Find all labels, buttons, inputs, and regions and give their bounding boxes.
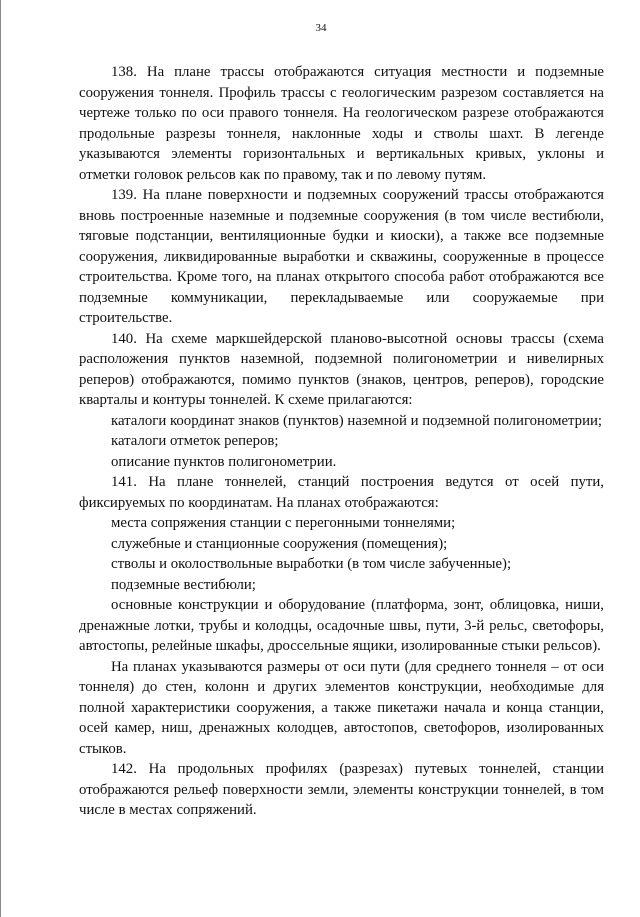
paragraph-141: 141. На плане тоннелей, станций построения ведутся от осей пути, фиксируемых по координатам. На планах отображаются: (79, 474, 604, 511)
list-item: служебные и станционные сооружения (помещения); (111, 535, 448, 552)
list-item: описание пунктов полигонометрии. (111, 453, 337, 470)
list-item: подземные вестибюли; (111, 576, 256, 593)
list-item: каталоги координат знаков (пунктов) наземной и подземной полигонометрии; (111, 412, 603, 429)
paragraph-139: 139. На плане поверхности и подземных сооружений трассы отображаются вновь построенные наземные и подземные сооружения (в том числе вестибюли, тяговые подстанции, вентиляционные будки и киоски), а также все подземные сооружения, ликвидированные выработки и скважины, сооруженные в процессе строительства. Кроме того, на планах открытого способа работ отображаются все подземные коммуникации, перекладываемые или сооружаемые при строительстве. (79, 187, 604, 326)
list-item: стволы и околоствольные выработки (в том числе забученные); (111, 556, 512, 572)
page-number: 34 (315, 22, 327, 34)
document-body (79, 62, 604, 821)
paragraph-140: 140. На схеме маркшейдерской планово-высотной основы трассы (схема расположения пунктов наземной, подземной полигонометрии и нивелирных реперов) отображаются, помимо пунктов (знаков, центров, реперов), городские кварталы и контуры тоннелей. К схеме прилагаются: (79, 330, 604, 408)
list-item: места сопряжения станции с перегонными тоннелями; (111, 515, 456, 531)
paragraph-138: 138. На плане трассы отображаются ситуация местности и подземные сооружения тоннеля. Профиль трассы с геологическим разрезом составляется на чертеже только по оси правого тоннеля. На геологическом разрезе отображаются продольные разрезы тоннеля, наклонные ходы и стволы шахт. В легенде указываются элементы горизонтальных и вертикальных кривых, уклоны и отметки головок рельсов как по правому, так и по левому путям. (79, 64, 604, 183)
paragraph-dimensions: На планах указываются размеры от оси пути (для среднего тоннеля – от оси тоннеля) до стен, колонн и других элементов конструкции, необходимые для полной характеристики сооружения, а также пикетажи начала и конца станции, осей камер, ниш, дренажных колодцев, автостопов, светофоров, изолированных стыков. (79, 658, 604, 757)
paragraph-142: 142. На продольных профилях (разрезах) путевых тоннелей, станции отображаются рельеф поверхности земли, элементы конструкции тоннелей, в том числе в местах сопряжений. (79, 761, 604, 818)
list-item: каталоги отметок реперов; (111, 433, 279, 449)
list-item: основные конструкции и оборудование (платформа, зонт, облицовка, ниши, дренажные лотки, трубы и колодцы, осадочные швы, пути, 3-й рельс, светофоры, автостопы, релейные шкафы, дроссельные ящики, изолированные стыки рельсов). (79, 597, 604, 654)
